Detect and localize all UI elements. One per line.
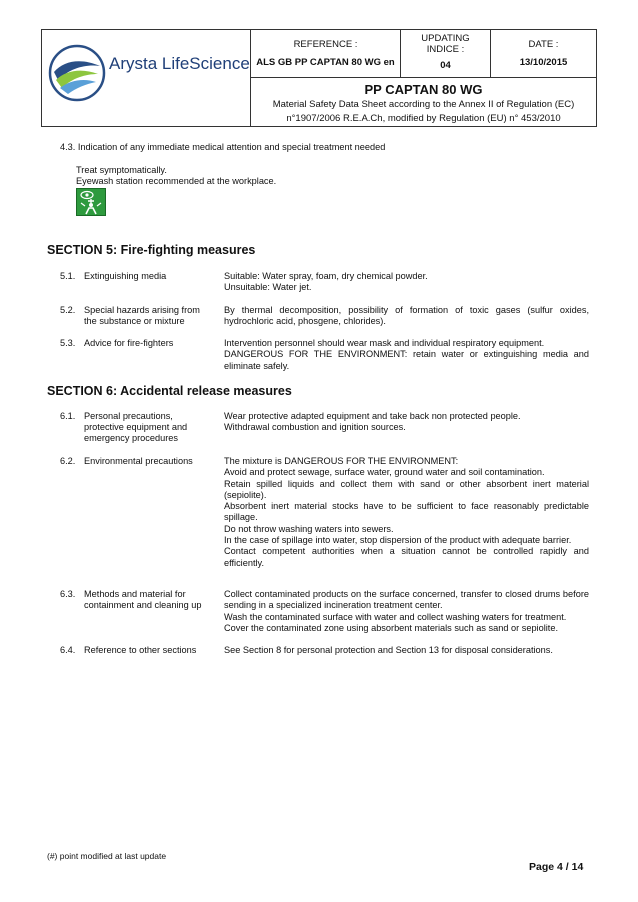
text-line: Retain spilled liquids and collect them with sand or other absorbent inert material (sepiolite). — [224, 478, 589, 500]
text-line: Contact competent authorities when a situation cannot be controlled rapidly and efficiently. — [224, 546, 589, 568]
logo-cell — [42, 30, 251, 126]
item-label: protective equipment and — [84, 422, 188, 432]
item-number: 6.2. — [60, 456, 76, 466]
date-cell — [491, 30, 596, 78]
text-line: See Section 8 for personal protection and Section 13 for disposal considerations. — [224, 645, 553, 655]
item-label: Special hazards arising from — [84, 305, 200, 315]
section-4-3-line-1: Treat symptomatically. — [76, 165, 167, 175]
item-label: emergency procedures — [84, 433, 178, 443]
updating-label-2: INDICE : — [426, 44, 465, 55]
text-line: Intervention personnel should wear mask and individual respiratory equipment. — [224, 338, 545, 348]
item-number: 6.1. — [60, 411, 76, 421]
product-subtitle-1: Material Safety Data Sheet according to the Annex II of Regulation (EC) — [272, 99, 575, 110]
item-label: Extinguishing media — [84, 271, 167, 281]
product-subtitle-2: n°1907/2006 R.E.A.Ch, modified by Regulation (EU) n° 453/2010 — [286, 113, 561, 124]
item-number: 6.4. — [60, 645, 76, 655]
section-5-title: SECTION 5: Fire-fighting measures — [47, 243, 256, 257]
reference-label: REFERENCE : — [293, 39, 358, 50]
logo-text: Arysta LifeScience — [109, 54, 250, 73]
section-4-3-line-2: Eyewash station recommended at the workplace. — [76, 176, 277, 186]
document-header — [41, 29, 597, 127]
footer-note: (#) point modified at last update — [47, 851, 167, 861]
text-line: Do not throw washing waters into sewers. — [224, 523, 394, 534]
text-line: Avoid and protect sewage, surface water, ground water and soil contamination. — [224, 467, 545, 478]
item-text — [224, 456, 589, 569]
text-line: Withdrawal combustion and ignition sources. — [224, 422, 406, 433]
page-number: Page 4 / 14 — [529, 861, 584, 873]
date-label: DATE : — [528, 39, 559, 50]
item-number: 5.2. — [60, 305, 76, 315]
text-line: By thermal decomposition, possibility of formation of toxic gases (sulfur oxides, hydrochloric acid, phosgene, chlorides). — [224, 305, 589, 327]
item-text — [224, 589, 589, 634]
item-label: Reference to other sections — [84, 645, 197, 655]
text-line: Wear protective adapted equipment and take back non protected people. — [224, 411, 521, 421]
item-label: Personal precautions, — [84, 411, 173, 421]
item-label: containment and cleaning up — [84, 600, 202, 610]
text-line: DANGEROUS FOR THE ENVIRONMENT: retain water or extinguishing media and eliminate safely. — [224, 349, 589, 371]
text-line: Collect contaminated products on the surface concerned, transfer to closed drums before sending in a specialized incineration treatment center. — [224, 589, 589, 611]
section-4-3-heading: 4.3. Indication of any immediate medical attention and special treatment needed — [60, 142, 386, 152]
item-number: 5.3. — [60, 338, 76, 348]
item-number: 6.3. — [60, 589, 76, 599]
item-text — [224, 271, 589, 294]
item-text — [224, 338, 589, 372]
reference-value: ALS GB PP CAPTAN 80 WG en — [256, 57, 395, 68]
updating-label-1: UPDATING — [421, 33, 470, 44]
text-line: Suitable: Water spray, foam, dry chemical powder. — [224, 271, 428, 281]
item-number: 5.1. — [60, 271, 76, 281]
item-text — [224, 411, 589, 434]
arysta-logo-icon — [48, 42, 106, 104]
item-label: Environmental precautions — [84, 456, 193, 466]
eyewash-station-icon — [76, 188, 106, 216]
updating-cell — [401, 30, 491, 78]
reference-cell — [251, 30, 401, 78]
item-label: Methods and material for — [84, 589, 186, 599]
text-line: Wash the contaminated surface with water and collect washing waters for treatment. — [224, 611, 567, 622]
item-text — [224, 305, 589, 328]
item-label: Advice for fire-fighters — [84, 338, 174, 348]
updating-value: 04 — [440, 60, 451, 71]
text-line: The mixture is DANGEROUS FOR THE ENVIRONMENT: — [224, 456, 459, 466]
section-6-title: SECTION 6: Accidental release measures — [47, 384, 292, 398]
text-line: In the case of spillage into water, stop dispersion of the product with adequate barrier. — [224, 535, 572, 546]
date-value: 13/10/2015 — [519, 57, 568, 68]
text-line: Absorbent inert material stocks have to be sufficient to face reasonably predictable spillage. — [224, 501, 589, 523]
item-text — [224, 645, 589, 656]
text-line: Cover the contaminated zone using absorbent materials such as sand or sepiolite. — [224, 622, 559, 633]
product-cell — [251, 78, 596, 126]
text-line: Unsuitable: Water jet. — [224, 282, 312, 293]
item-label: the substance or mixture — [84, 316, 185, 326]
product-title: PP CAPTAN 80 WG — [364, 82, 483, 97]
